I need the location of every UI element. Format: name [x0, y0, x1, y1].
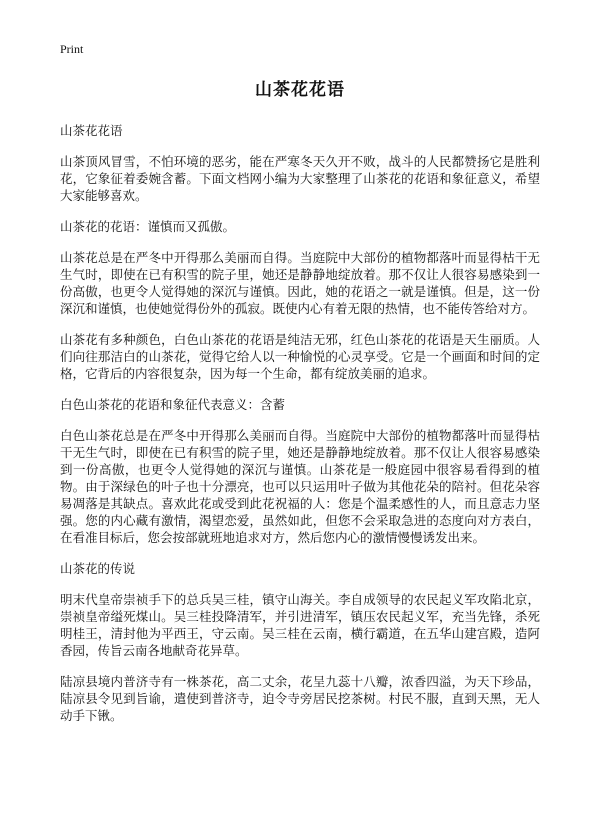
- paragraph: 山茶顶风冒雪，不怕环境的恶劣，能在严寒冬天久开不败，战斗的人民都赞扬它是胜利花，它象征着委婉含蓄。下面文档网小编为大家整理了山茶花的花语和象征意义，希望大家能够喜欢。: [60, 154, 540, 203]
- section-heading: 山茶花的花语：谨慎而又孤傲。: [60, 219, 236, 234]
- section-heading: 白色山茶花的花语和象征代表意义：含蓄: [60, 397, 286, 412]
- paragraph: 山茶花有多种颜色，白色山茶花的花语是纯洁无邪，红色山茶花的花语是天生丽质。人们向往那洁白的山茶花，觉得它给人以一种愉悦的心灵享受。它是一个画面和时间的定格，它背后的内容很复杂，因为每一个生命，都有绽放美丽的追求。: [60, 332, 540, 381]
- section-heading: 山茶花的传说: [60, 561, 136, 576]
- paragraph: 山茶花总是在严冬中开得那么美丽而自得。当庭院中大部份的植物都落叶而显得枯干无生气时，即使在已有积雪的院子里，她还是静静地绽放着。那不仅让人很容易感染到一份高傲，也更令人觉得她的深沉与谨慎。因此，她的花语之一就是谨慎。但是，这一份深沉和谨慎，也使她觉得份外的孤寂。既使内心有着无限的热情，也不能传答给对方。: [60, 250, 540, 316]
- paragraph: 陆凉县境内普济寺有一株茶花，高二丈余，花呈九蕊十八瓣，浓香四溢，为天下珍品，陆凉县令见到旨谕，遣使到普济寺，迫令寺旁居民挖茶树。村民不服，直到天黑，无人动手下锹。: [60, 674, 540, 723]
- print-label: Print: [60, 42, 84, 56]
- paragraph: 白色山茶花总是在严冬中开得那么美丽而自得。当庭院中大部份的植物都落叶而显得枯干无生气时，即使在已有积雪的院子里，她还是静静地绽放着。那不仅让人很容易感染到一份高傲，也更令人觉得她的深沉与谨慎。山茶花是一般庭园中很容易看得到的植物。由于深绿色的叶子也十分漂亮，也可以只运用叶子做为其他花朵的陪衬。但花朵容易凋落是其缺点。喜欢此花或受到此花祝福的人：您是个温柔感性的人，而且意志力坚强。您的内心藏有激情，渴望恋爱，虽然如此，但您不会采取急进的态度向对方表白，在看准目标后，您会按部就班地追求对方，然后您内心的激情慢慢诱发出来。: [60, 428, 540, 545]
- page-title: 山茶花花语: [255, 80, 345, 100]
- section-heading: 山茶花花语: [60, 123, 123, 138]
- paragraph: 明末代皇帝崇祯手下的总兵吴三桂，镇守山海关。李自成领导的农民起义军攻陷北京，崇祯皇帝缢死煤山。吴三桂投降清军，并引进清军，镇压农民起义军，充当先锋，杀死明桂王，清封他为平西王，守云南。吴三桂在云南，横行霸道，在五华山建宫殿，造阿香园，传旨云南各地献奇花异草。: [60, 592, 540, 658]
